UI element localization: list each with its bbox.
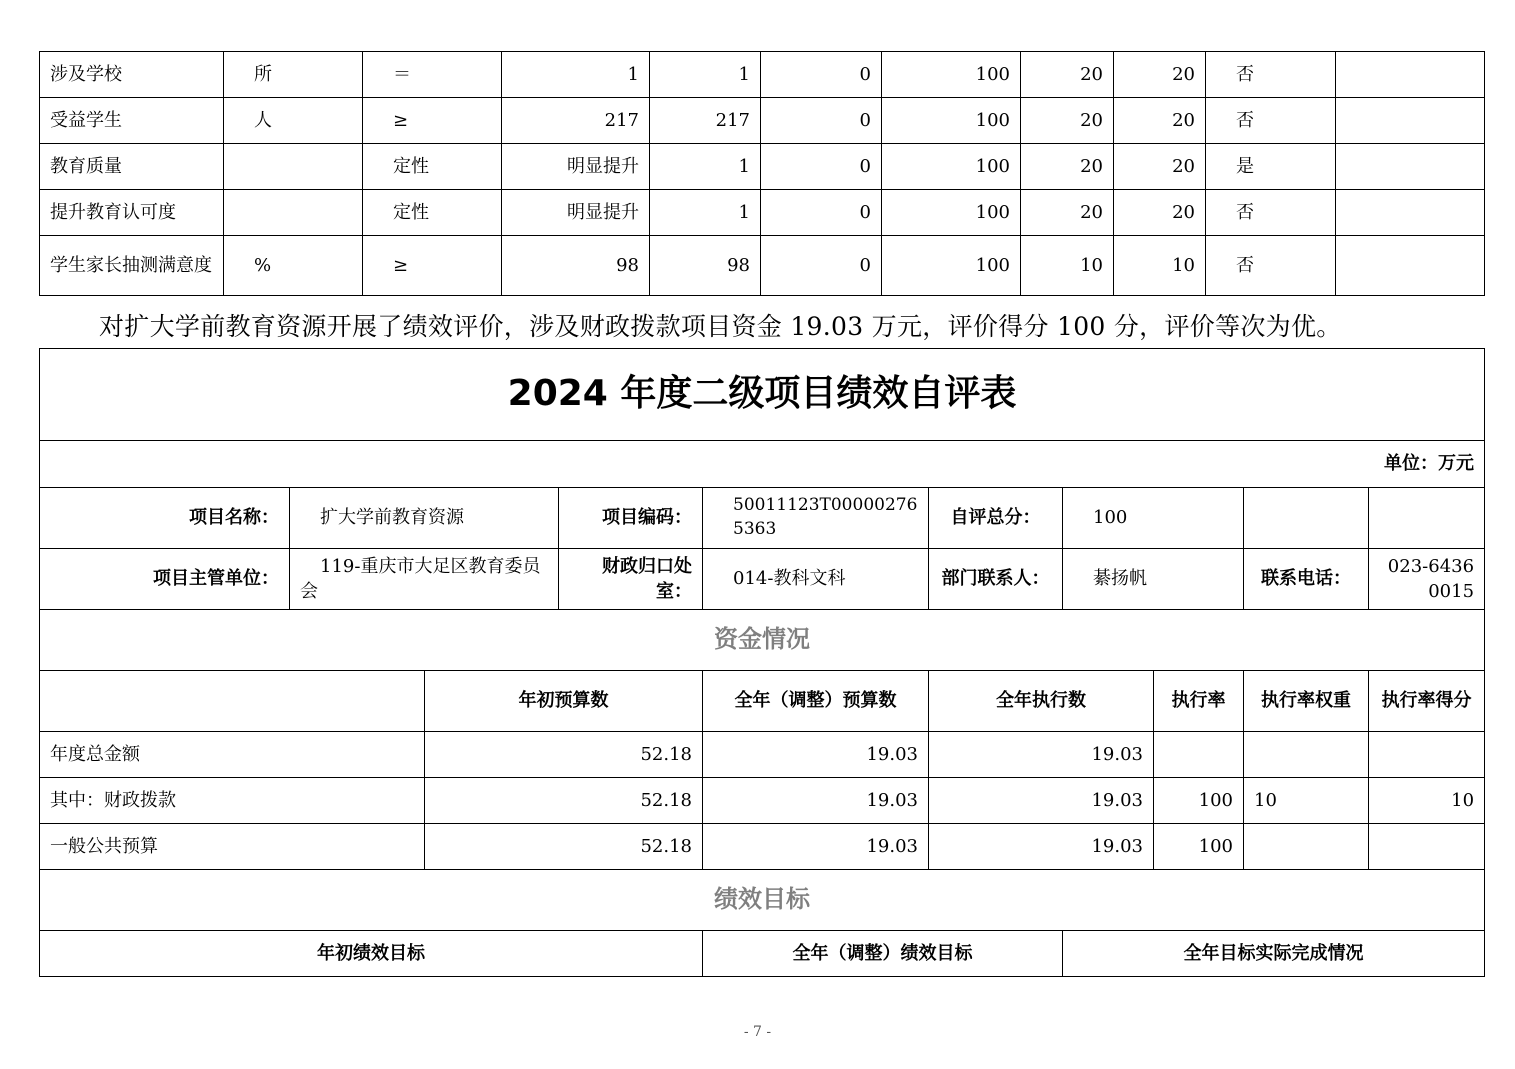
indicator-weight: 20 [1021, 144, 1114, 190]
indicator-name: 涉及学校 [40, 52, 224, 98]
fund-adjusted: 19.03 [703, 824, 929, 870]
indicator-target: 98 [502, 236, 650, 296]
indicator-operator: ＝ [363, 52, 502, 98]
indicator-weight: 20 [1021, 98, 1114, 144]
indicator-unit [224, 190, 363, 236]
dept: 119-重庆市大足区教育委员会 [290, 549, 559, 610]
table-row [40, 732, 1485, 778]
indicator-actual: 1 [650, 52, 761, 98]
fund-initial: 52.18 [425, 778, 703, 824]
indicator-flag: 否 [1206, 190, 1336, 236]
indicator-deviation: 0 [761, 144, 882, 190]
indicator-flag: 否 [1206, 52, 1336, 98]
page-number: - 7 - [743, 1024, 772, 1040]
total-score-label: 自评总分： [929, 488, 1063, 549]
header-executed: 全年执行数 [929, 671, 1154, 732]
table-row [40, 824, 1485, 870]
indicator-actual: 1 [650, 190, 761, 236]
fund-adjusted: 19.03 [703, 778, 929, 824]
indicator-rate: 100 [882, 236, 1021, 296]
table-row [40, 236, 1485, 296]
goal-actual-header: 全年目标实际完成情况 [1063, 931, 1485, 977]
indicator-note [1336, 236, 1485, 296]
indicator-rate: 100 [882, 52, 1021, 98]
phone-label: 联系电话： [1244, 549, 1369, 610]
indicator-name: 提升教育认可度 [40, 190, 224, 236]
project-name: 扩大学前教育资源 [290, 488, 559, 549]
indicator-flag: 否 [1206, 98, 1336, 144]
table-row [40, 52, 1485, 98]
indicator-deviation: 0 [761, 236, 882, 296]
header-exec-rate: 执行率 [1154, 671, 1244, 732]
indicator-operator: ≥ [363, 236, 502, 296]
empty-cell [1369, 488, 1485, 549]
indicator-unit [224, 144, 363, 190]
table-row [40, 190, 1485, 236]
indicator-weight: 20 [1021, 52, 1114, 98]
form-title: 2024 年度二级项目绩效自评表 [40, 349, 1485, 441]
indicator-deviation: 0 [761, 190, 882, 236]
header-exec-score: 执行率得分 [1369, 671, 1485, 732]
indicator-name: 教育质量 [40, 144, 224, 190]
indicator-note [1336, 98, 1485, 144]
fund-score [1369, 824, 1485, 870]
fund-rate [1154, 732, 1244, 778]
fund-weight [1244, 824, 1369, 870]
project-code-label: 项目编码： [559, 488, 703, 549]
indicator-unit: 人 [224, 98, 363, 144]
empty-cell [1244, 488, 1369, 549]
indicator-score: 20 [1114, 52, 1206, 98]
indicator-target: 1 [502, 52, 650, 98]
table-row [40, 98, 1485, 144]
header-exec-weight: 执行率权重 [1244, 671, 1369, 732]
indicator-flag: 是 [1206, 144, 1336, 190]
fund-weight [1244, 732, 1369, 778]
indicator-target: 217 [502, 98, 650, 144]
indicator-note [1336, 52, 1485, 98]
fund-label: 一般公共预算 [40, 824, 425, 870]
indicator-score: 20 [1114, 98, 1206, 144]
dept-label: 项目主管单位： [40, 549, 290, 610]
indicator-actual: 1 [650, 144, 761, 190]
indicator-actual: 98 [650, 236, 761, 296]
indicator-rate: 100 [882, 98, 1021, 144]
fund-rate: 100 [1154, 824, 1244, 870]
indicator-actual: 217 [650, 98, 761, 144]
fund-rate: 100 [1154, 778, 1244, 824]
empty-header-cell [40, 671, 425, 732]
evaluation-form [39, 348, 1485, 977]
indicator-operator: 定性 [363, 144, 502, 190]
funds-section-title: 资金情况 [40, 610, 1485, 671]
total-score: 100 [1063, 488, 1244, 549]
goal-initial-header: 年初绩效目标 [40, 931, 703, 977]
indicator-name: 受益学生 [40, 98, 224, 144]
header-adjusted-budget: 全年（调整）预算数 [703, 671, 929, 732]
indicator-deviation: 0 [761, 98, 882, 144]
contact: 綦扬帆 [1063, 549, 1244, 610]
indicator-unit: % [224, 236, 363, 296]
fund-executed: 19.03 [929, 732, 1154, 778]
indicator-target: 明显提升 [502, 190, 650, 236]
indicator-score: 20 [1114, 144, 1206, 190]
table-row [40, 778, 1485, 824]
indicator-weight: 20 [1021, 190, 1114, 236]
indicator-operator: 定性 [363, 190, 502, 236]
indicator-note [1336, 144, 1485, 190]
summary-paragraph: 对扩大学前教育资源开展了绩效评价，涉及财政拨款项目资金 19.03 万元，评价得分 100 分，评价等次为优。 [99, 312, 1342, 341]
unit-label: 单位：万元 [40, 441, 1485, 488]
fund-score [1369, 732, 1485, 778]
fund-initial: 52.18 [425, 824, 703, 870]
indicator-unit: 所 [224, 52, 363, 98]
fund-weight: 10 [1244, 778, 1369, 824]
fund-score: 10 [1369, 778, 1485, 824]
goals-section-title: 绩效目标 [40, 870, 1485, 931]
fund-executed: 19.03 [929, 824, 1154, 870]
fund-adjusted: 19.03 [703, 732, 929, 778]
indicator-score: 10 [1114, 236, 1206, 296]
indicator-flag: 否 [1206, 236, 1336, 296]
indicator-name: 学生家长抽测满意度 [40, 236, 224, 296]
fund-label: 其中：财政拨款 [40, 778, 425, 824]
indicator-weight: 10 [1021, 236, 1114, 296]
finance-label: 财政归口处室： [559, 549, 703, 610]
fund-initial: 52.18 [425, 732, 703, 778]
fund-executed: 19.03 [929, 778, 1154, 824]
project-code: 50011123T000002765363 [703, 488, 929, 549]
indicator-rate: 100 [882, 144, 1021, 190]
finance: 014-教科文科 [703, 549, 929, 610]
table-row [40, 144, 1485, 190]
phone: 023-64360015 [1369, 549, 1485, 610]
indicator-target: 明显提升 [502, 144, 650, 190]
header-initial-budget: 年初预算数 [425, 671, 703, 732]
indicator-note [1336, 190, 1485, 236]
indicator-table [39, 51, 1485, 296]
indicator-score: 20 [1114, 190, 1206, 236]
indicator-operator: ≥ [363, 98, 502, 144]
indicator-deviation: 0 [761, 52, 882, 98]
contact-label: 部门联系人： [929, 549, 1063, 610]
indicator-rate: 100 [882, 190, 1021, 236]
goal-adjusted-header: 全年（调整）绩效目标 [703, 931, 1063, 977]
fund-label: 年度总金额 [40, 732, 425, 778]
project-name-label: 项目名称： [40, 488, 290, 549]
